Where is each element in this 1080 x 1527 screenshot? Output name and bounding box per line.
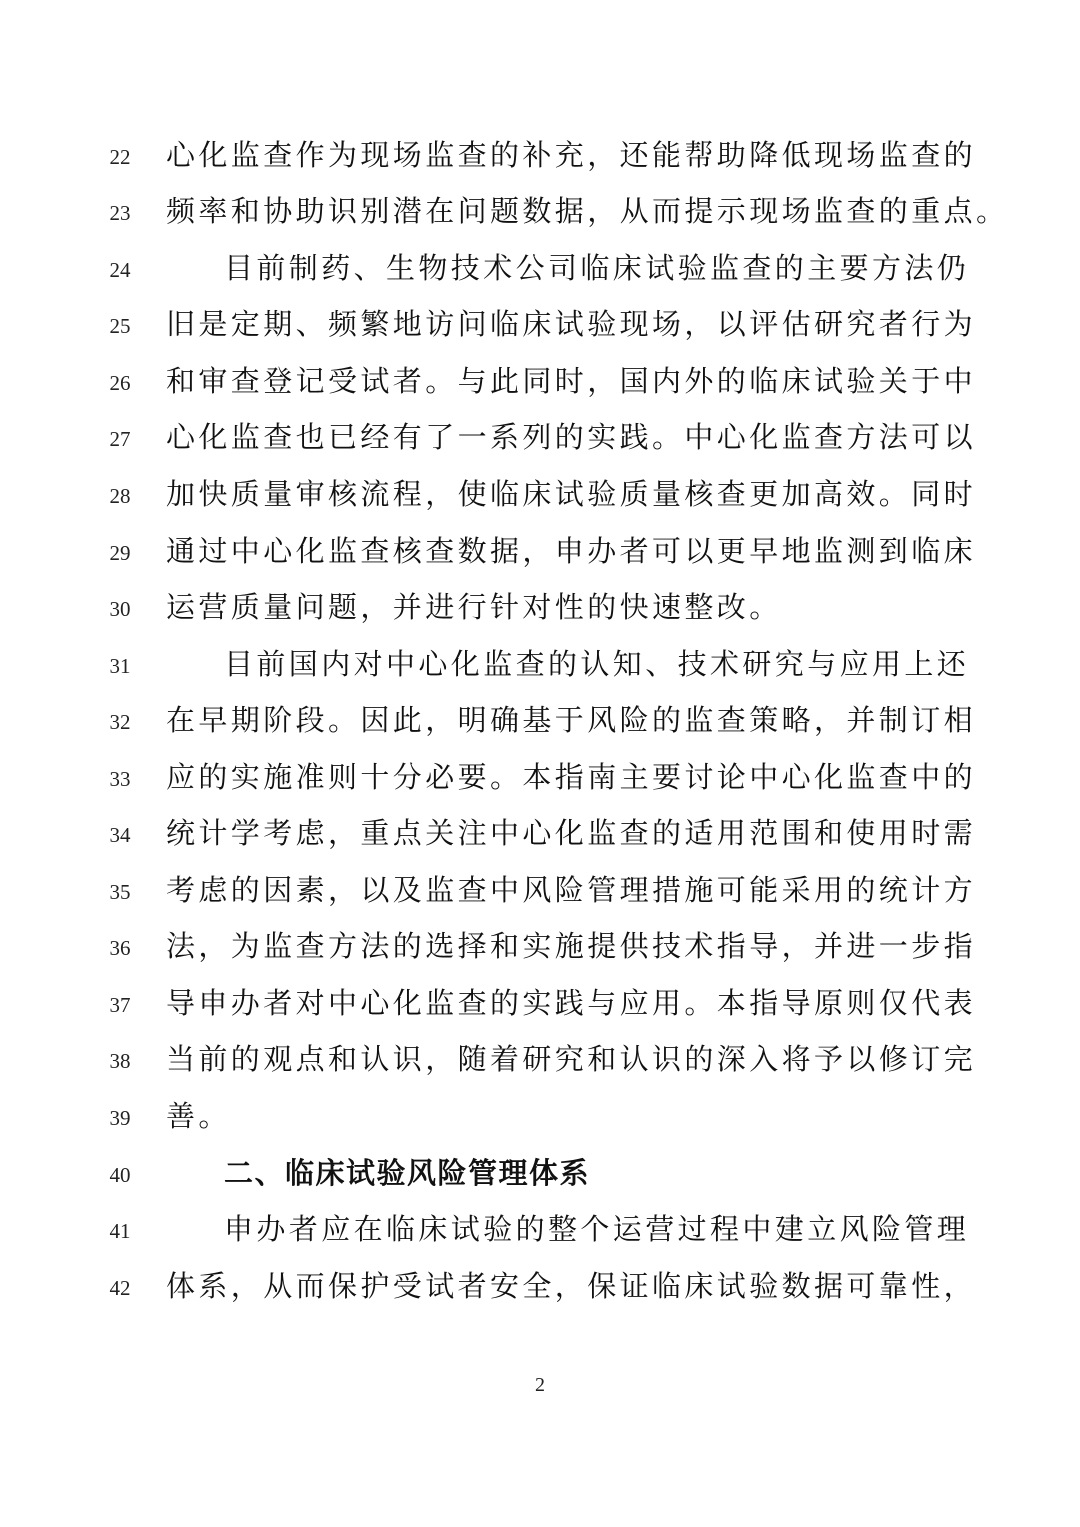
line-text: 法，为监查方法的选择和实施提供技术指导，并进一步指 bbox=[166, 929, 977, 963]
text-line bbox=[0, 753, 1080, 809]
line-text: 加快质量审核流程，使临床试验质量核查更加高效。同时 bbox=[166, 477, 977, 511]
text-line bbox=[0, 979, 1080, 1035]
line-text: 应的实施准则十分必要。本指南主要讨论中心化监查中的 bbox=[166, 760, 977, 794]
text-line bbox=[0, 470, 1080, 526]
line-number: 41 bbox=[109, 1219, 131, 1243]
text-line bbox=[0, 413, 1080, 469]
section-heading-line bbox=[0, 1149, 1080, 1205]
line-number: 23 bbox=[109, 201, 131, 225]
line-text: 心化监查作为现场监查的补充，还能帮助降低现场监查的 bbox=[166, 138, 977, 172]
line-number: 37 bbox=[109, 993, 131, 1017]
line-text: 当前的观点和认识，随着研究和认识的深入将予以修订完 bbox=[166, 1042, 977, 1076]
line-number: 30 bbox=[109, 597, 131, 621]
text-line bbox=[0, 922, 1080, 978]
line-number: 25 bbox=[109, 314, 131, 338]
line-text: 频率和协助识别潜在问题数据，从而提示现场监查的重点。 bbox=[166, 194, 1009, 228]
line-text: 体系，从而保护受试者安全，保证临床试验数据可靠性， bbox=[166, 1269, 977, 1303]
line-number: 38 bbox=[109, 1049, 131, 1073]
text-line bbox=[0, 300, 1080, 356]
line-text: 在早期阶段。因此，明确基于风险的监查策略，并制订相 bbox=[166, 703, 977, 737]
text-line bbox=[0, 809, 1080, 865]
line-number: 36 bbox=[109, 936, 131, 960]
text-line bbox=[0, 866, 1080, 922]
text-line bbox=[0, 640, 1080, 696]
page-number: 2 bbox=[535, 1374, 545, 1396]
line-text: 目前国内对中心化监查的认知、技术研究与应用上还 bbox=[224, 647, 970, 681]
line-number: 29 bbox=[109, 541, 131, 565]
section-heading: 二、临床试验风险管理体系 bbox=[224, 1156, 591, 1190]
line-number: 42 bbox=[109, 1276, 131, 1300]
line-text: 旧是定期、频繁地访问临床试验现场，以评估研究者行为 bbox=[166, 307, 977, 341]
text-line bbox=[0, 696, 1080, 752]
line-text: 心化监查也已经有了一系列的实践。中心化监查方法可以 bbox=[166, 420, 977, 454]
line-text: 目前制药、生物技术公司临床试验监查的主要方法仍 bbox=[224, 251, 970, 285]
line-text: 统计学考虑，重点关注中心化监查的适用范围和使用时需 bbox=[166, 816, 977, 850]
text-line bbox=[0, 244, 1080, 300]
line-number: 33 bbox=[109, 767, 131, 791]
line-number: 39 bbox=[109, 1106, 131, 1130]
line-number: 34 bbox=[109, 823, 131, 847]
line-number: 26 bbox=[109, 371, 131, 395]
line-number: 40 bbox=[109, 1163, 131, 1187]
line-number: 22 bbox=[109, 145, 131, 169]
line-number: 31 bbox=[109, 654, 131, 678]
text-line bbox=[0, 583, 1080, 639]
line-number: 32 bbox=[109, 710, 131, 734]
text-line bbox=[0, 1035, 1080, 1091]
line-text: 考虑的因素，以及监查中风险管理措施可能采用的统计方 bbox=[166, 873, 977, 907]
text-line bbox=[0, 187, 1080, 243]
text-line bbox=[0, 1205, 1080, 1261]
text-line bbox=[0, 131, 1080, 187]
line-text: 申办者应在临床试验的整个运营过程中建立风险管理 bbox=[224, 1212, 970, 1246]
line-number: 28 bbox=[109, 484, 131, 508]
line-number: 24 bbox=[109, 258, 131, 282]
text-line bbox=[0, 527, 1080, 583]
line-text: 善。 bbox=[166, 1099, 231, 1133]
line-text: 通过中心化监查核查数据，申办者可以更早地监测到临床 bbox=[166, 534, 977, 568]
line-text: 导申办者对中心化监查的实践与应用。本指导原则仅代表 bbox=[166, 986, 977, 1020]
line-number: 35 bbox=[109, 880, 131, 904]
line-text: 和审查登记受试者。与此同时，国内外的临床试验关于中 bbox=[166, 364, 977, 398]
line-text: 运营质量问题，并进行针对性的快速整改。 bbox=[166, 590, 782, 624]
text-line bbox=[0, 1092, 1080, 1148]
line-number: 27 bbox=[109, 427, 131, 451]
text-line bbox=[0, 357, 1080, 413]
text-line bbox=[0, 1262, 1080, 1318]
